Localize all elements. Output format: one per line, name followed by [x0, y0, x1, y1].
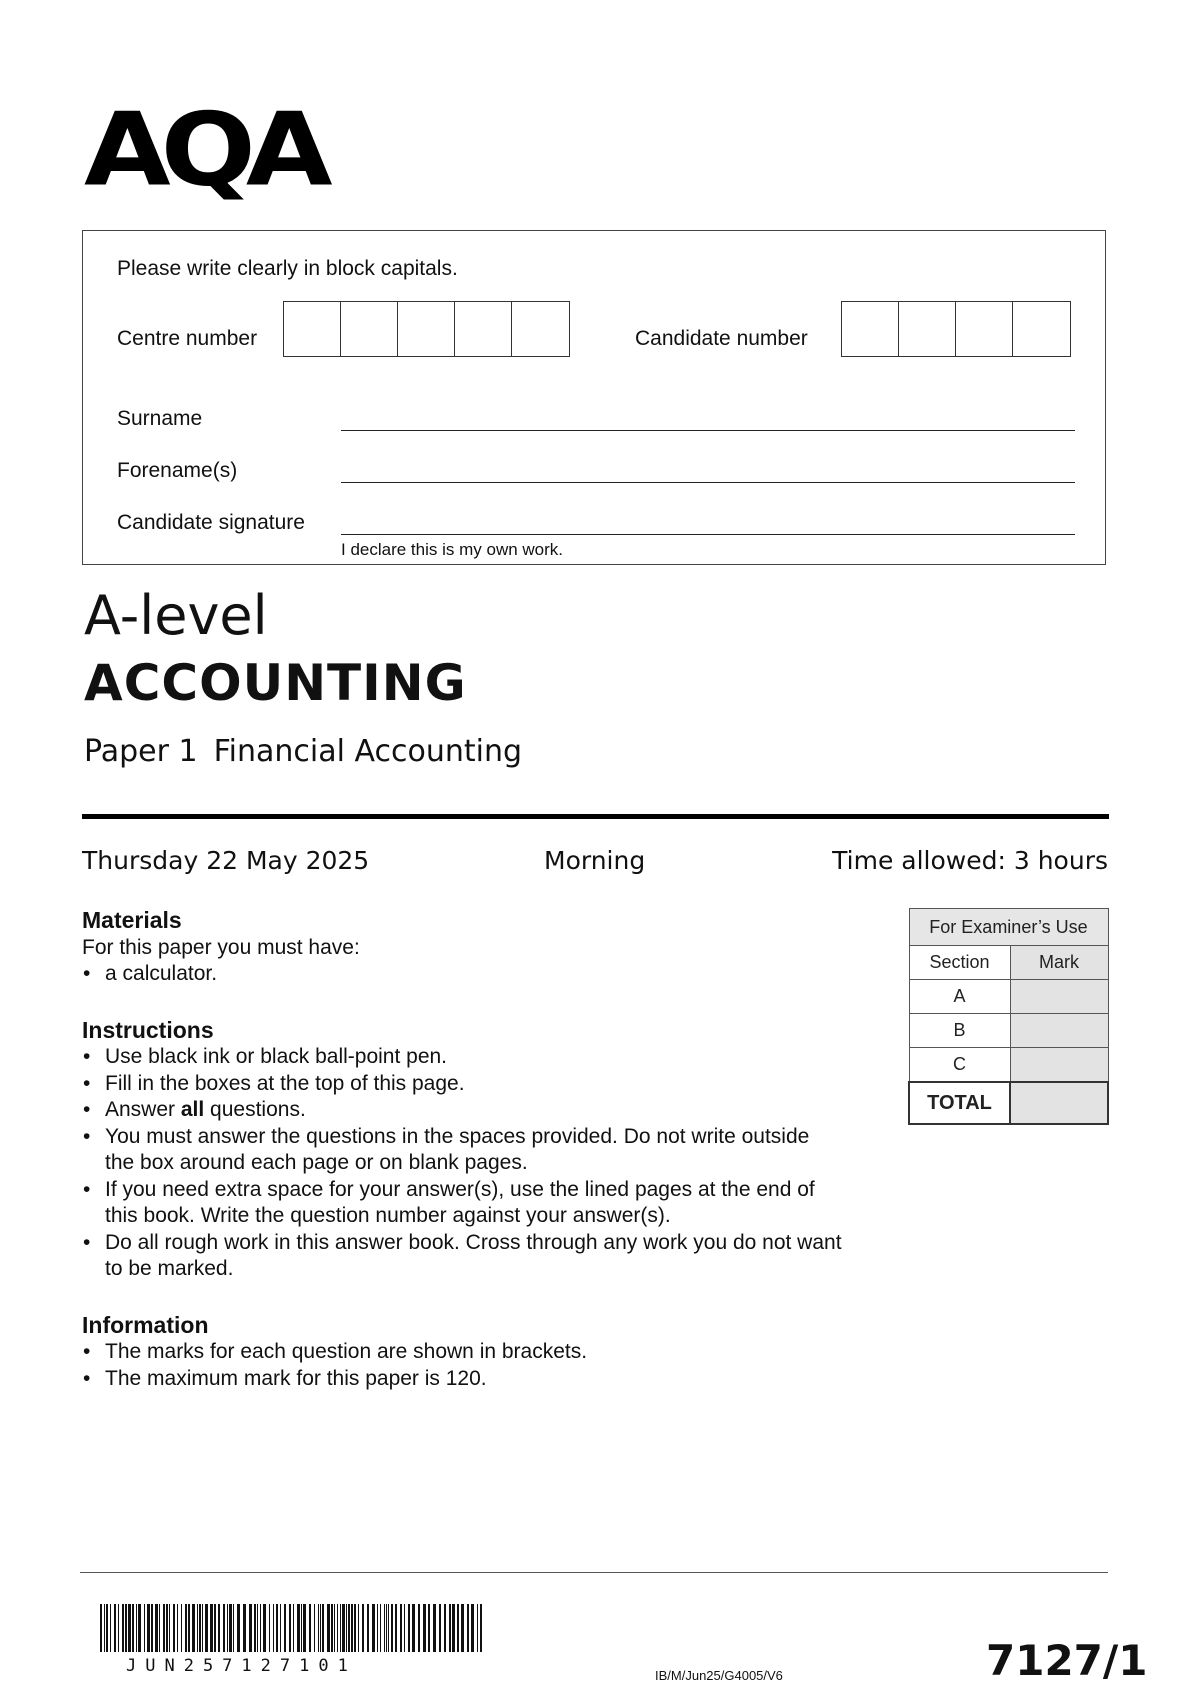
list-item: • Answer all questions. — [82, 1097, 842, 1124]
centre-number-boxes — [283, 301, 570, 357]
centre-digit-box[interactable] — [341, 302, 398, 356]
footer-divider — [80, 1572, 1108, 1573]
materials-section — [82, 906, 842, 988]
list-item: • You must answer the questions in the spaces provided. Do not write outside the box around each page or on blank pages. — [82, 1124, 842, 1177]
instructions-section — [82, 1016, 842, 1283]
total-row — [909, 1082, 1108, 1124]
information-section — [82, 1311, 842, 1392]
list-item: • The marks for each question are shown in brackets. — [82, 1339, 842, 1366]
list-item: • Do all rough work in this answer book. Cross through any work you do not want to be marked. — [82, 1230, 842, 1283]
forenames-line[interactable] — [341, 482, 1075, 483]
forenames-label: Forename(s) — [117, 459, 238, 482]
materials-list — [82, 961, 842, 988]
mark-column-header: Mark — [1010, 946, 1108, 980]
total-label: TOTAL — [909, 1082, 1010, 1124]
candidate-number-boxes — [841, 301, 1071, 357]
candidate-number-label: Candidate number — [635, 327, 808, 350]
section-column-header: Section — [909, 946, 1010, 980]
signature-label: Candidate signature — [117, 511, 305, 534]
list-item: • The maximum mark for this paper is 120. — [82, 1366, 842, 1393]
list-item: • a calculator. — [82, 961, 842, 988]
candidate-digit-box[interactable] — [842, 302, 899, 356]
time-allowed: Time allowed: 3 hours — [832, 846, 1108, 875]
paper-number: Paper 1 — [84, 734, 198, 769]
section-label: C — [909, 1048, 1010, 1083]
centre-digit-box[interactable] — [398, 302, 455, 356]
aqa-logo: AQA — [84, 91, 323, 209]
candidate-digit-box[interactable] — [899, 302, 956, 356]
examiner-table-title: For Examiner’s Use — [909, 909, 1108, 946]
table-row — [909, 1014, 1108, 1048]
exam-session: Morning — [544, 846, 646, 875]
instructions-heading: Instructions — [82, 1017, 214, 1043]
declaration-text: I declare this is my own work. — [341, 540, 564, 559]
document-reference: IB/M/Jun25/G4005/V6 — [655, 1668, 783, 1683]
section-label: A — [909, 980, 1010, 1014]
paper-title — [84, 734, 522, 769]
candidate-details-box — [82, 230, 1106, 565]
paper-name: Financial Accounting — [213, 734, 523, 769]
mark-cell — [1010, 1048, 1108, 1083]
materials-heading: Materials — [82, 907, 182, 933]
centre-number-label: Centre number — [117, 327, 258, 350]
list-item: • Use black ink or black ball-point pen. — [82, 1044, 842, 1071]
barcode — [100, 1604, 485, 1660]
information-heading: Information — [82, 1312, 209, 1338]
list-item: • Fill in the boxes at the top of this page. — [82, 1071, 842, 1098]
surname-label: Surname — [117, 407, 203, 430]
section-label: B — [909, 1014, 1010, 1048]
list-item: • If you need extra space for your answer(s), use the lined pages at the end of this book. Write the question number against your answer(s). — [82, 1177, 842, 1230]
candidate-digit-box[interactable] — [956, 302, 1013, 356]
title-divider — [82, 814, 1109, 819]
centre-digit-box[interactable] — [284, 302, 341, 356]
barcode-text: JUN257127101 — [126, 1656, 357, 1676]
surname-line[interactable] — [341, 430, 1075, 431]
block-capitals-instruction: Please write clearly in block capitals. — [117, 257, 458, 280]
exam-date: Thursday 22 May 2025 — [82, 846, 370, 875]
mark-cell — [1010, 980, 1108, 1014]
total-mark-cell — [1010, 1082, 1108, 1124]
table-row — [909, 980, 1108, 1014]
centre-digit-box[interactable] — [512, 302, 569, 356]
centre-digit-box[interactable] — [455, 302, 512, 356]
signature-line[interactable] — [341, 534, 1075, 535]
mark-cell — [1010, 1014, 1108, 1048]
paper-code: 7127/1 — [986, 1636, 1148, 1685]
qualification-level: A-level — [84, 584, 268, 647]
candidate-digit-box[interactable] — [1013, 302, 1070, 356]
table-row — [909, 1048, 1108, 1083]
examiner-use-table — [908, 908, 1109, 1125]
subject-title: ACCOUNTING — [84, 654, 467, 712]
information-list — [82, 1339, 842, 1392]
materials-intro: For this paper you must have: — [82, 936, 360, 959]
instructions-list — [82, 1044, 842, 1283]
